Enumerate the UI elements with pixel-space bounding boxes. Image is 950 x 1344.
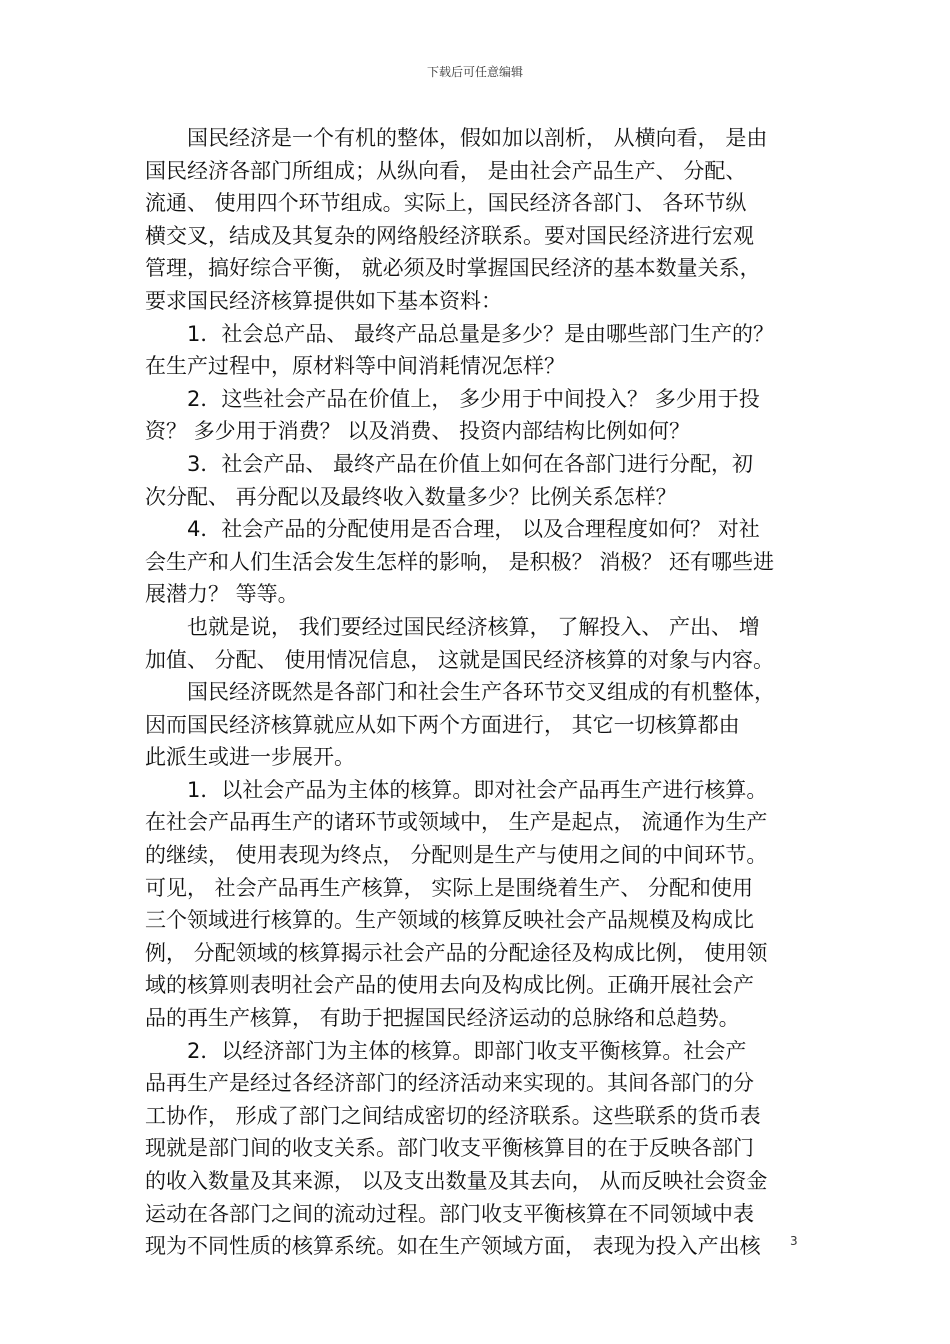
text-line: 可见， 社会产品再生产核算， 实际上是围绕着生产、 分配和使用: [145, 875, 754, 900]
text-line: 2．以经济部门为主体的核算。即部门收支平衡核算。社会产: [145, 1038, 747, 1063]
text-line: 在生产过程中，原材料等中间消耗情况怎样？: [145, 354, 565, 379]
text-line: 次分配、 再分配以及最终收入数量多少？比例关系怎样？: [145, 484, 677, 509]
text-line: 管理，搞好综合平衡， 就必须及时掌握国民经济的基本数量关系，: [145, 256, 761, 281]
text-line: 运动在各部门之间的流动过程。部门收支平衡核算在不同领域中表: [145, 1201, 754, 1226]
text-line: 现就是部门间的收支关系。部门收支平衡核算目的在于反映各部门: [145, 1136, 754, 1161]
text-line: 1．社会总产品、 最终产品总量是多少？是由哪些部门生产的？: [145, 321, 775, 346]
text-line: 因而国民经济核算就应从如下两个方面进行， 其它一切核算都由: [145, 712, 740, 737]
page-number: 3: [790, 1234, 798, 1248]
text-line: 品再生产是经过各经济部门的经济活动来实现的。其间各部门的分: [145, 1071, 754, 1096]
text-line: 的收入数量及其来源， 以及支出数量及其去向， 从而反映社会资金: [145, 1169, 768, 1193]
text-line: 此派生或进一步展开。: [145, 745, 355, 770]
text-line: 三个领域进行核算的。生产领域的核算反映社会产品规模及构成比: [145, 908, 754, 933]
text-line: 在社会产品再生产的诸环节或领域中， 生产是起点， 流通作为生产: [145, 810, 768, 835]
text-line: 品的再生产核算， 有助于把握国民经济运动的总脉络和总趋势。: [145, 1006, 740, 1031]
text-line: 展潜力？ 等等。: [145, 582, 299, 607]
text-line: 国民经济各部门所组成；从纵向看， 是由社会产品生产、 分配、: [145, 158, 747, 183]
page-header-note: 下载后可任意编辑: [426, 65, 523, 79]
text-line: 1．以社会产品为主体的核算。即对社会产品再生产进行核算。: [145, 777, 768, 802]
text-line: 域的核算则表明社会产品的使用去向及构成比例。正确开展社会产: [145, 973, 754, 998]
text-line: 的继续， 使用表现为终点， 分配则是生产与使用之间的中间环节。: [145, 843, 768, 868]
text-line: 横交叉，结成及其复杂的网络般经济联系。要对国民经济进行宏观: [145, 223, 754, 248]
text-line: 要求国民经济核算提供如下基本资料：: [145, 288, 502, 313]
text-line: 流通、 使用四个环节组成。实际上，国民经济各部门、 各环节纵: [145, 191, 747, 216]
text-line: 资？ 多少用于消费？ 以及消费、 投资内部结构比例如何？: [145, 419, 691, 444]
document-body: [145, 122, 813, 1263]
text-line: 加值、 分配、 使用情况信息， 这就是国民经济核算的对象与内容。: [145, 647, 775, 672]
text-line: 工协作， 形成了部门之间结成密切的经济联系。这些联系的货币表: [145, 1103, 761, 1128]
text-line: 也就是说， 我们要经过国民经济核算， 了解投入、 产出、 增: [145, 614, 760, 639]
text-line: 3．社会产品、 最终产品在价值上如何在各部门进行分配，初: [145, 451, 754, 476]
text-line: 国民经济既然是各部门和社会生产各环节交叉组成的有机整体，: [145, 680, 775, 705]
text-line: 例， 分配领域的核算揭示社会产品的分配途径及构成比例， 使用领: [145, 940, 768, 965]
text-line: 4．社会产品的分配使用是否合理， 以及合理程度如何？ 对社: [145, 517, 760, 542]
text-line: 现为不同性质的核算系统。如在生产领域方面， 表现为投入产出核: [145, 1234, 761, 1259]
text-line: 国民经济是一个有机的整体，假如加以剖析， 从横向看， 是由: [145, 126, 768, 150]
text-line: 2．这些社会产品在价值上， 多少用于中间投入？ 多少用于投: [145, 386, 760, 411]
text-line: 会生产和人们生活会发生怎样的影响， 是积极？ 消极？ 还有哪些进: [145, 549, 775, 574]
